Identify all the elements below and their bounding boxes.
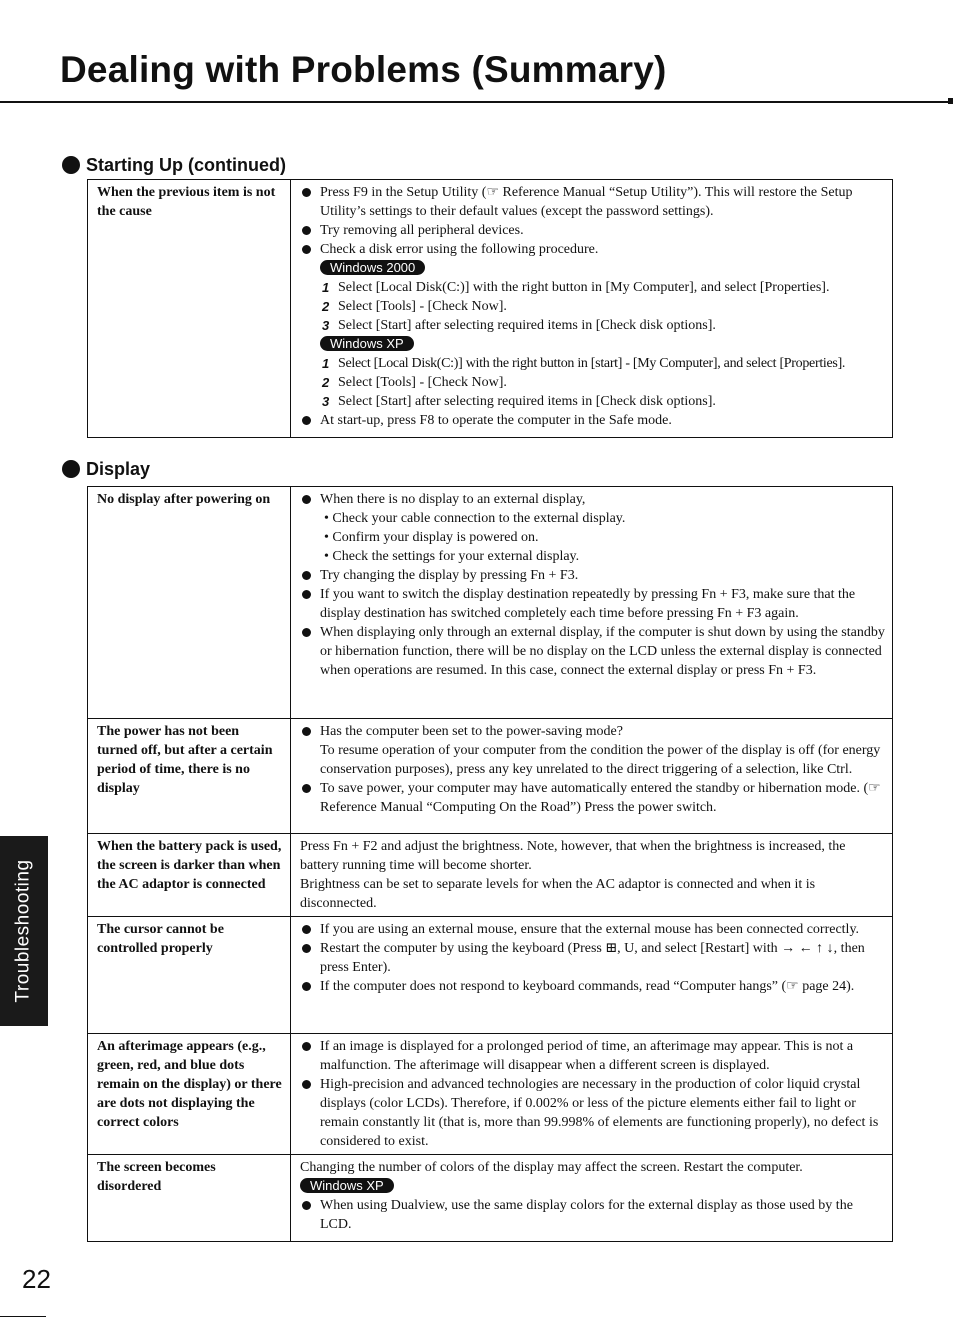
solution-cell [291, 487, 893, 719]
section-heading-label: Starting Up (continued) [86, 155, 286, 175]
solution-list [300, 722, 885, 817]
section-heading-display [62, 458, 150, 480]
sub-list-item: • Confirm your display is powered on. [324, 530, 539, 545]
list-item [300, 240, 885, 411]
step-item [320, 316, 885, 335]
bullet-icon [62, 156, 80, 174]
table-row [88, 834, 893, 917]
solution-cell [291, 1155, 893, 1242]
step-number: 3 [322, 394, 330, 409]
list-item: At start-up, press F8 to operate the computer in the Safe mode. [300, 411, 885, 430]
step-text: Select [Local Disk(C:)] with the right button in [start] - [My Computer], and select [Properties]. [338, 356, 846, 371]
list-item: Try changing the display by pressing Fn + F3. [300, 566, 885, 585]
table-row [88, 1034, 893, 1155]
os-badge-windows-2000: Windows 2000 [320, 260, 425, 275]
sub-list [320, 509, 885, 566]
starting-up-table [87, 179, 893, 438]
bullet-icon [62, 460, 80, 478]
list-item: If you are using an external mouse, ensure that the external mouse has been connected correctly. [300, 920, 885, 939]
os-badge-windows-xp: Windows XP [320, 336, 414, 351]
section-heading-label: Display [86, 459, 151, 479]
problem-cell: When the previous item is not the cause [88, 180, 291, 438]
list-item: If you want to switch the display destination repeatedly by pressing Fn + F3, make sure that the display destination has switched completely each time before pressing Fn + F3 again. [300, 585, 885, 623]
list-item: Try removing all peripheral devices. [300, 221, 885, 240]
side-tab-label: Troubleshooting [13, 859, 34, 1003]
os-badge-windows-xp: Windows XP [300, 1178, 394, 1193]
solution-list [300, 490, 885, 680]
page-number: 22 [22, 1264, 51, 1294]
solution-paragraph: Changing the number of colors of the display may affect the screen. Restart the computer. [300, 1160, 803, 1175]
list-item [300, 722, 885, 779]
step-text: Select [Tools] - [Check Now]. [338, 375, 507, 390]
table-row [88, 719, 893, 834]
list-item: Press F9 in the Setup Utility (☞ Reference Manual “Setup Utility”). This will restore the Setup Utility’s settings to their default values (except the password settings). [300, 183, 885, 221]
list-item: High-precision and advanced technologies are necessary in the production of color liquid crystal displays (color LCDs). Therefore, if 0.002% or less of the picture elements either fail to light or remain constantly lit (that is, more than 99.998% of elements are functioning properly), no defect is considered to exist. [300, 1075, 885, 1151]
step-number: 1 [322, 356, 329, 371]
step-item [320, 354, 885, 373]
list-item: When displaying only through an external display, if the computer is shut down by using the standby or hibernation function, there will be no display on the LCD unless the external display is connected when operations are resumed. In this case, connect the external display or press Fn + F3. [300, 623, 885, 680]
solution-list [300, 920, 885, 996]
page-title: Dealing with Problems (Summary) [60, 49, 667, 90]
list-item: If the computer does not respond to keyboard commands, read “Computer hangs” (☞ page 24). [300, 977, 885, 996]
list-item-text: When there is no display to an external display, [320, 492, 586, 507]
steps-windows-2000 [320, 278, 885, 335]
table-row [88, 487, 893, 719]
sub-list-item: • Check the settings for your external display. [324, 549, 580, 564]
solution-list [300, 1196, 885, 1234]
table-row [88, 917, 893, 1034]
solution-cell [291, 917, 893, 1034]
list-item-text: Has the computer been set to the power-saving mode? [320, 724, 623, 739]
step-text: Select [Tools] - [Check Now]. [338, 299, 507, 314]
list-item-detail: To resume operation of your computer from the condition the power of the display is off (for energy conservation purposes), press any key unrelated to the direct triggering of a selection, like Ctrl. [320, 743, 881, 777]
list-item: To save power, your computer may have automatically entered the standby or hibernation mode. (☞ Reference Manual “Computing On the Road”) Press the power switch. [300, 779, 885, 817]
step-text: Select [Local Disk(C:)] with the right button in [My Computer], and select [Properties]. [338, 280, 830, 295]
title-rule [0, 101, 950, 103]
solution-list [300, 1037, 885, 1151]
step-item [320, 373, 885, 392]
step-text: Select [Start] after selecting required items in [Check disk options]. [338, 318, 716, 333]
step-item [320, 297, 885, 316]
step-number: 2 [322, 375, 330, 390]
solution-cell [291, 1034, 893, 1155]
solution-paragraph: Press Fn + F2 and adjust the brightness. Note, however, that when the brightness is increased, the battery running time will become shorter. [300, 839, 846, 873]
steps-windows-xp [320, 354, 885, 411]
side-tab-troubleshooting [0, 836, 48, 1026]
problem-cell: An afterimage appears (e.g., green, red, and blue dots remain on the display) or there are dots not displaying the correct colors [88, 1034, 291, 1155]
solution-cell [291, 719, 893, 834]
problem-cell: No display after powering on [88, 487, 291, 719]
solution-paragraph: Brightness can be set to separate levels for when the AC adaptor is connected and when it is disconnected. [300, 877, 816, 911]
step-number: 2 [322, 299, 330, 314]
title-rule-end-mark [948, 98, 953, 104]
display-table [87, 486, 893, 1242]
sub-list-item: • Check your cable connection to the external display. [324, 511, 626, 526]
list-item: Restart the computer by using the keyboard (Press ⊞, U, and select [Restart] with → ← ↑ ↓, then press Enter). [300, 939, 885, 977]
solution-list [300, 183, 885, 430]
step-text: Select [Start] after selecting required items in [Check disk options]. [338, 394, 716, 409]
table-row [88, 180, 893, 438]
list-item: If an image is displayed for a prolonged period of time, an afterimage may appear. This is not a malfunction. The afterimage will disappear when a different screen is displayed. [300, 1037, 885, 1075]
footer-rule [0, 1316, 46, 1317]
step-number: 1 [322, 280, 330, 295]
solution-cell [291, 834, 893, 917]
problem-cell: The screen becomes disordered [88, 1155, 291, 1242]
list-item-text: Check a disk error using the following procedure. [320, 242, 599, 257]
step-number: 3 [322, 318, 330, 333]
step-item [320, 278, 885, 297]
solution-cell [291, 180, 893, 438]
table-row [88, 1155, 893, 1242]
step-item [320, 392, 885, 411]
section-heading-starting-up [62, 154, 286, 176]
problem-cell: The cursor cannot be controlled properly [88, 917, 291, 1034]
list-item [300, 490, 885, 566]
list-item: When using Dualview, use the same display colors for the external display as those used by the LCD. [300, 1196, 885, 1234]
problem-cell: The power has not been turned off, but after a certain period of time, there is no display [88, 719, 291, 834]
problem-cell: When the battery pack is used, the screen is darker than when the AC adaptor is connected [88, 834, 291, 917]
